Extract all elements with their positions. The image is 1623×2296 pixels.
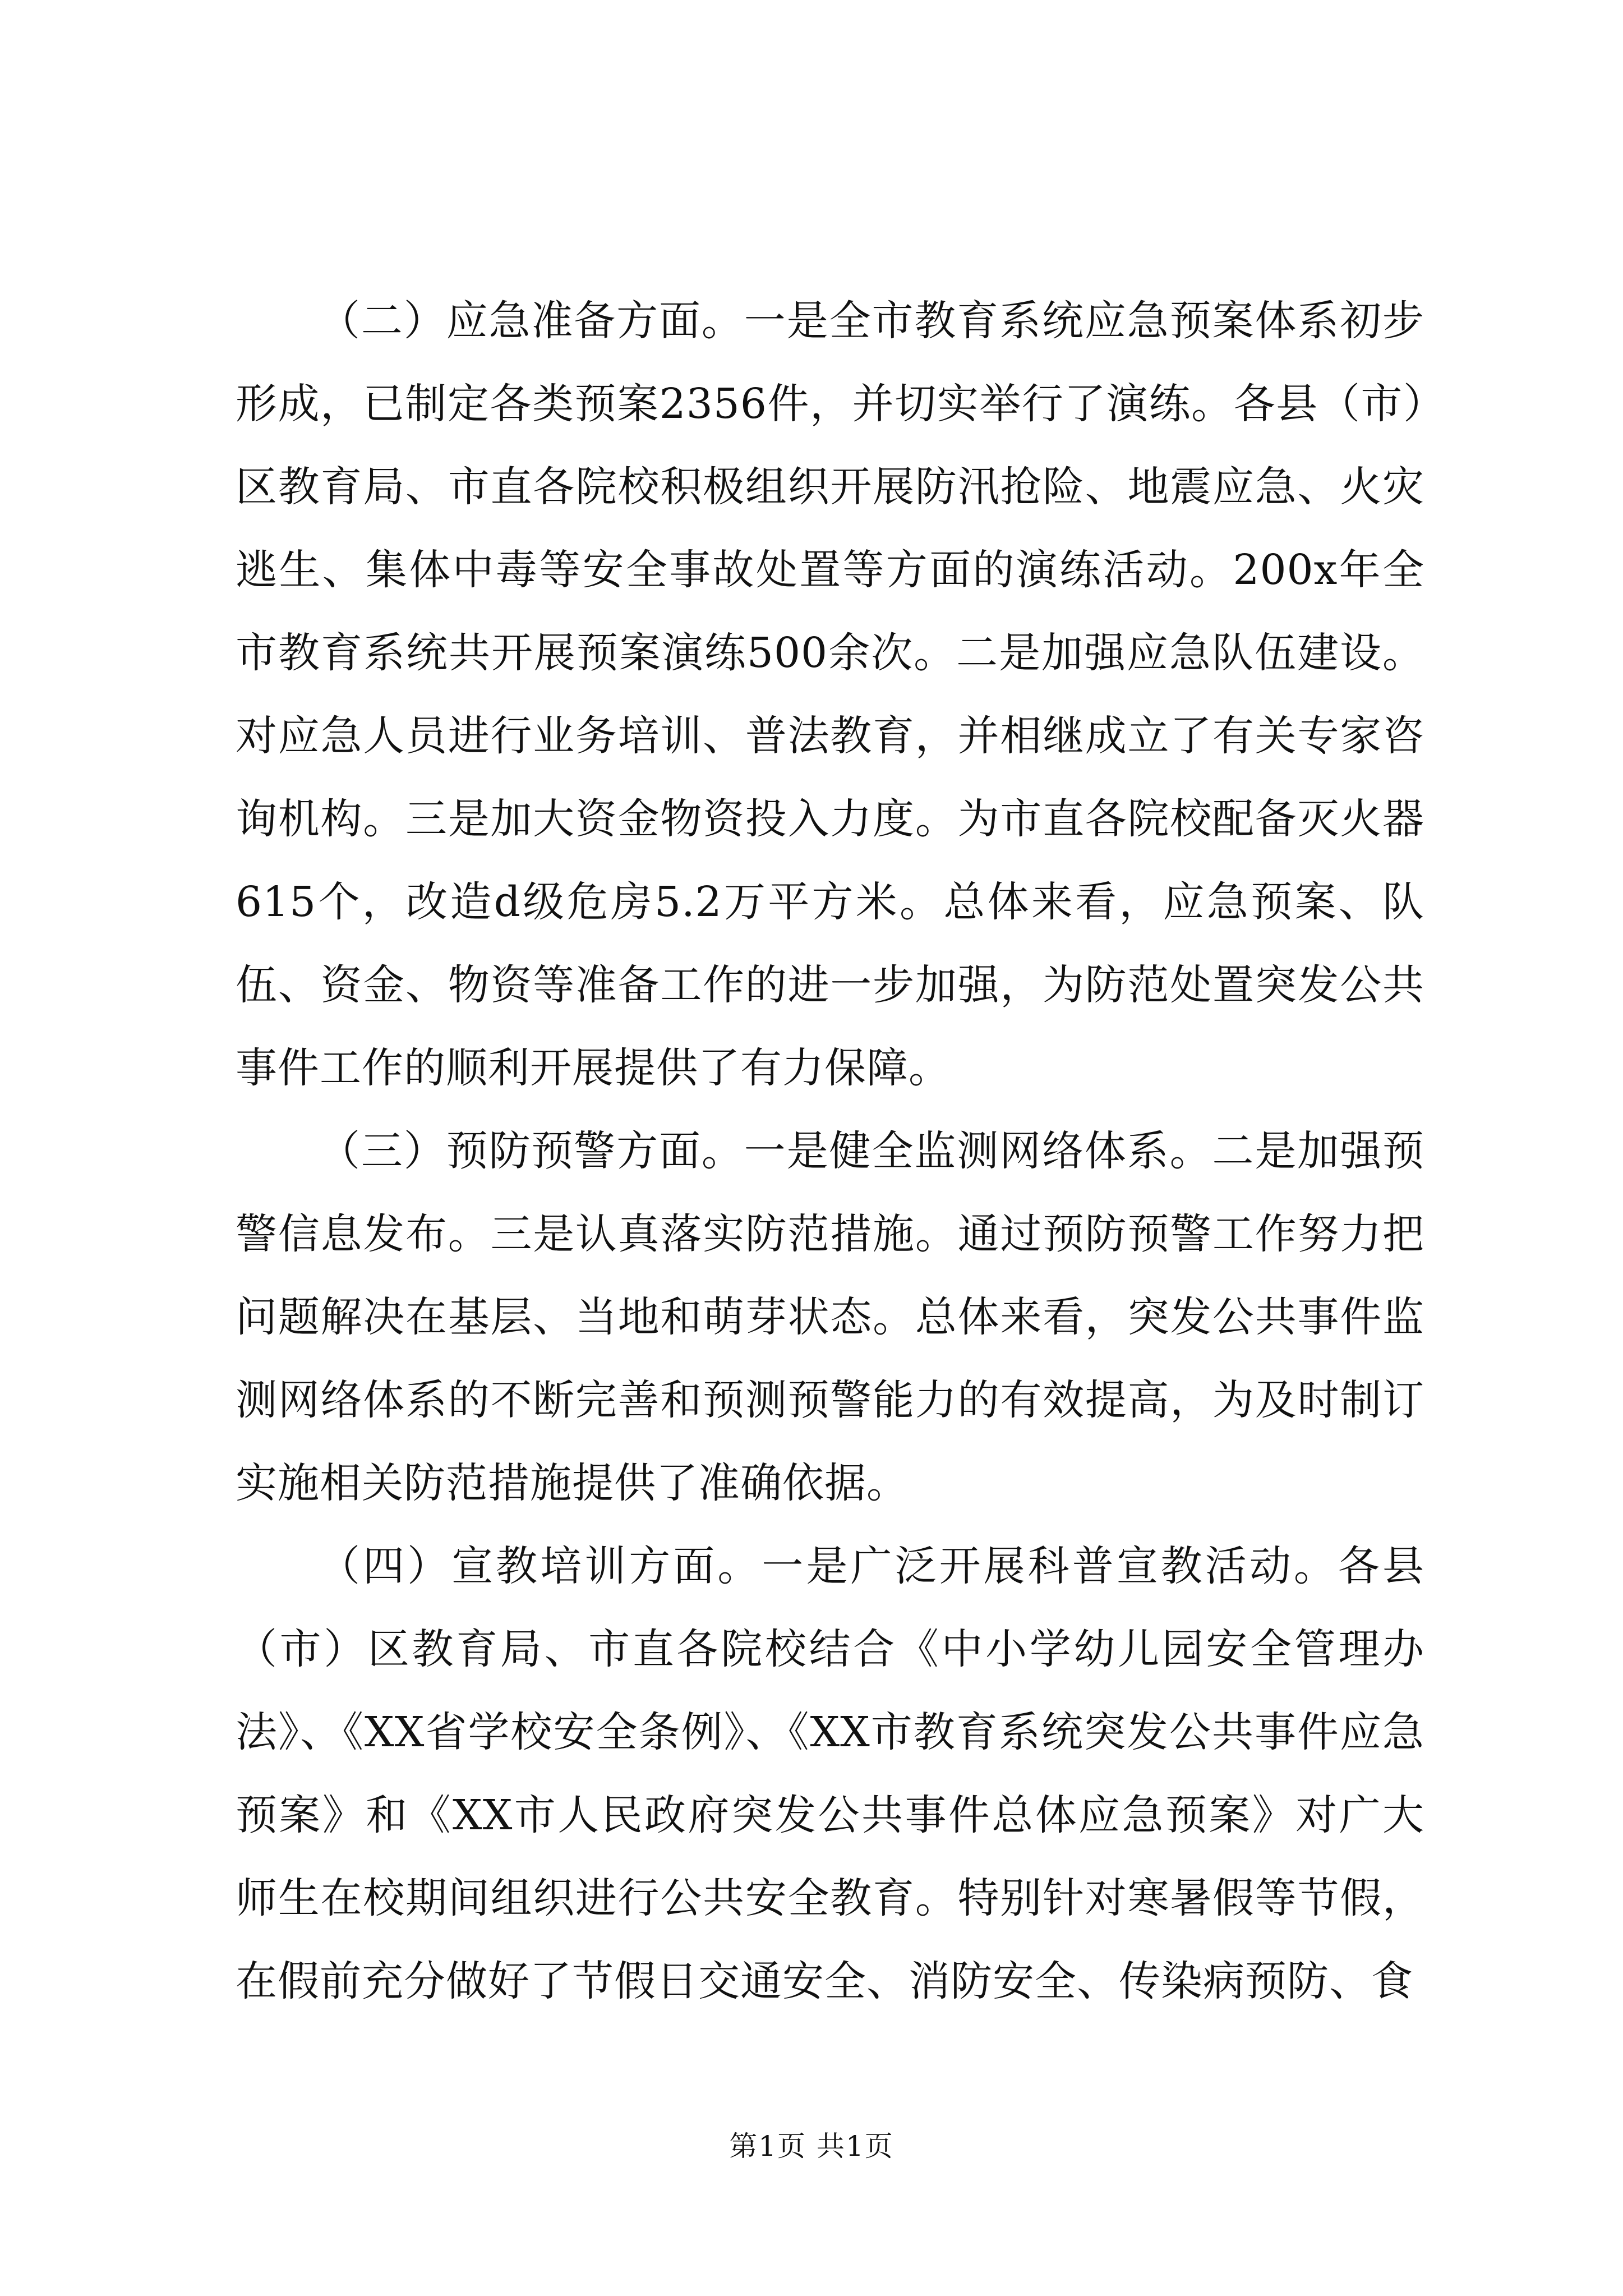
paragraph-education-training: （四）宣教培训方面。一是广泛开展科普宣教活动。各县（市）区教育局、市直各院校结合《中小学幼儿园安全管理办法》、《XX省学校安全条例》、《XX市教育系统突发公共事件应急预案》和《XX市人民政府突发公共事件总体应急预案》对广大师生在校期间组织进行公共安全教育。特别针对寒暑假等节假，在假前充分做好了节假日交通安全、消防安全、传染病预防、食 xyxy=(236,1542,1424,2005)
paragraph-emergency-preparation: （二）应急准备方面。一是全市教育系统应急预案体系初步形成，已制定各类预案2356件，并切实举行了演练。各县（市）区教育局、市直各院校积极组织开展防汛抢险、地震应急、火灾逃生、集体中毒等安全事故处置等方面的演练活动。200x年全市教育系统共开展预案演练500余次。二是加强应急队伍建设。对应急人员进行业务培训、普法教育，并相继成立了有关专家咨询机构。三是加大资金物资投入力度。为市直各院校配备灭火器615个，改造d级危房5.2万平方米。总体来看，应急预案、队伍、资金、物资等准备工作的进一步加强，为防范处置突发公共事件工作的顺利开展提供了有力保障。 xyxy=(236,297,1424,1092)
page-footer: 第1页 共1页 xyxy=(729,2130,894,2162)
document-body xyxy=(236,279,1424,2023)
paragraph-prevention-warning: （三）预防预警方面。一是健全监测网络体系。二是加强预警信息发布。三是认真落实防范措施。通过预防预警工作努力把问题解决在基层、当地和萌芽状态。总体来看，突发公共事件监测网络体系的不断完善和预测预警能力的有效提高，为及时制订实施相关防范措施提供了准确依据。 xyxy=(236,1127,1424,1507)
